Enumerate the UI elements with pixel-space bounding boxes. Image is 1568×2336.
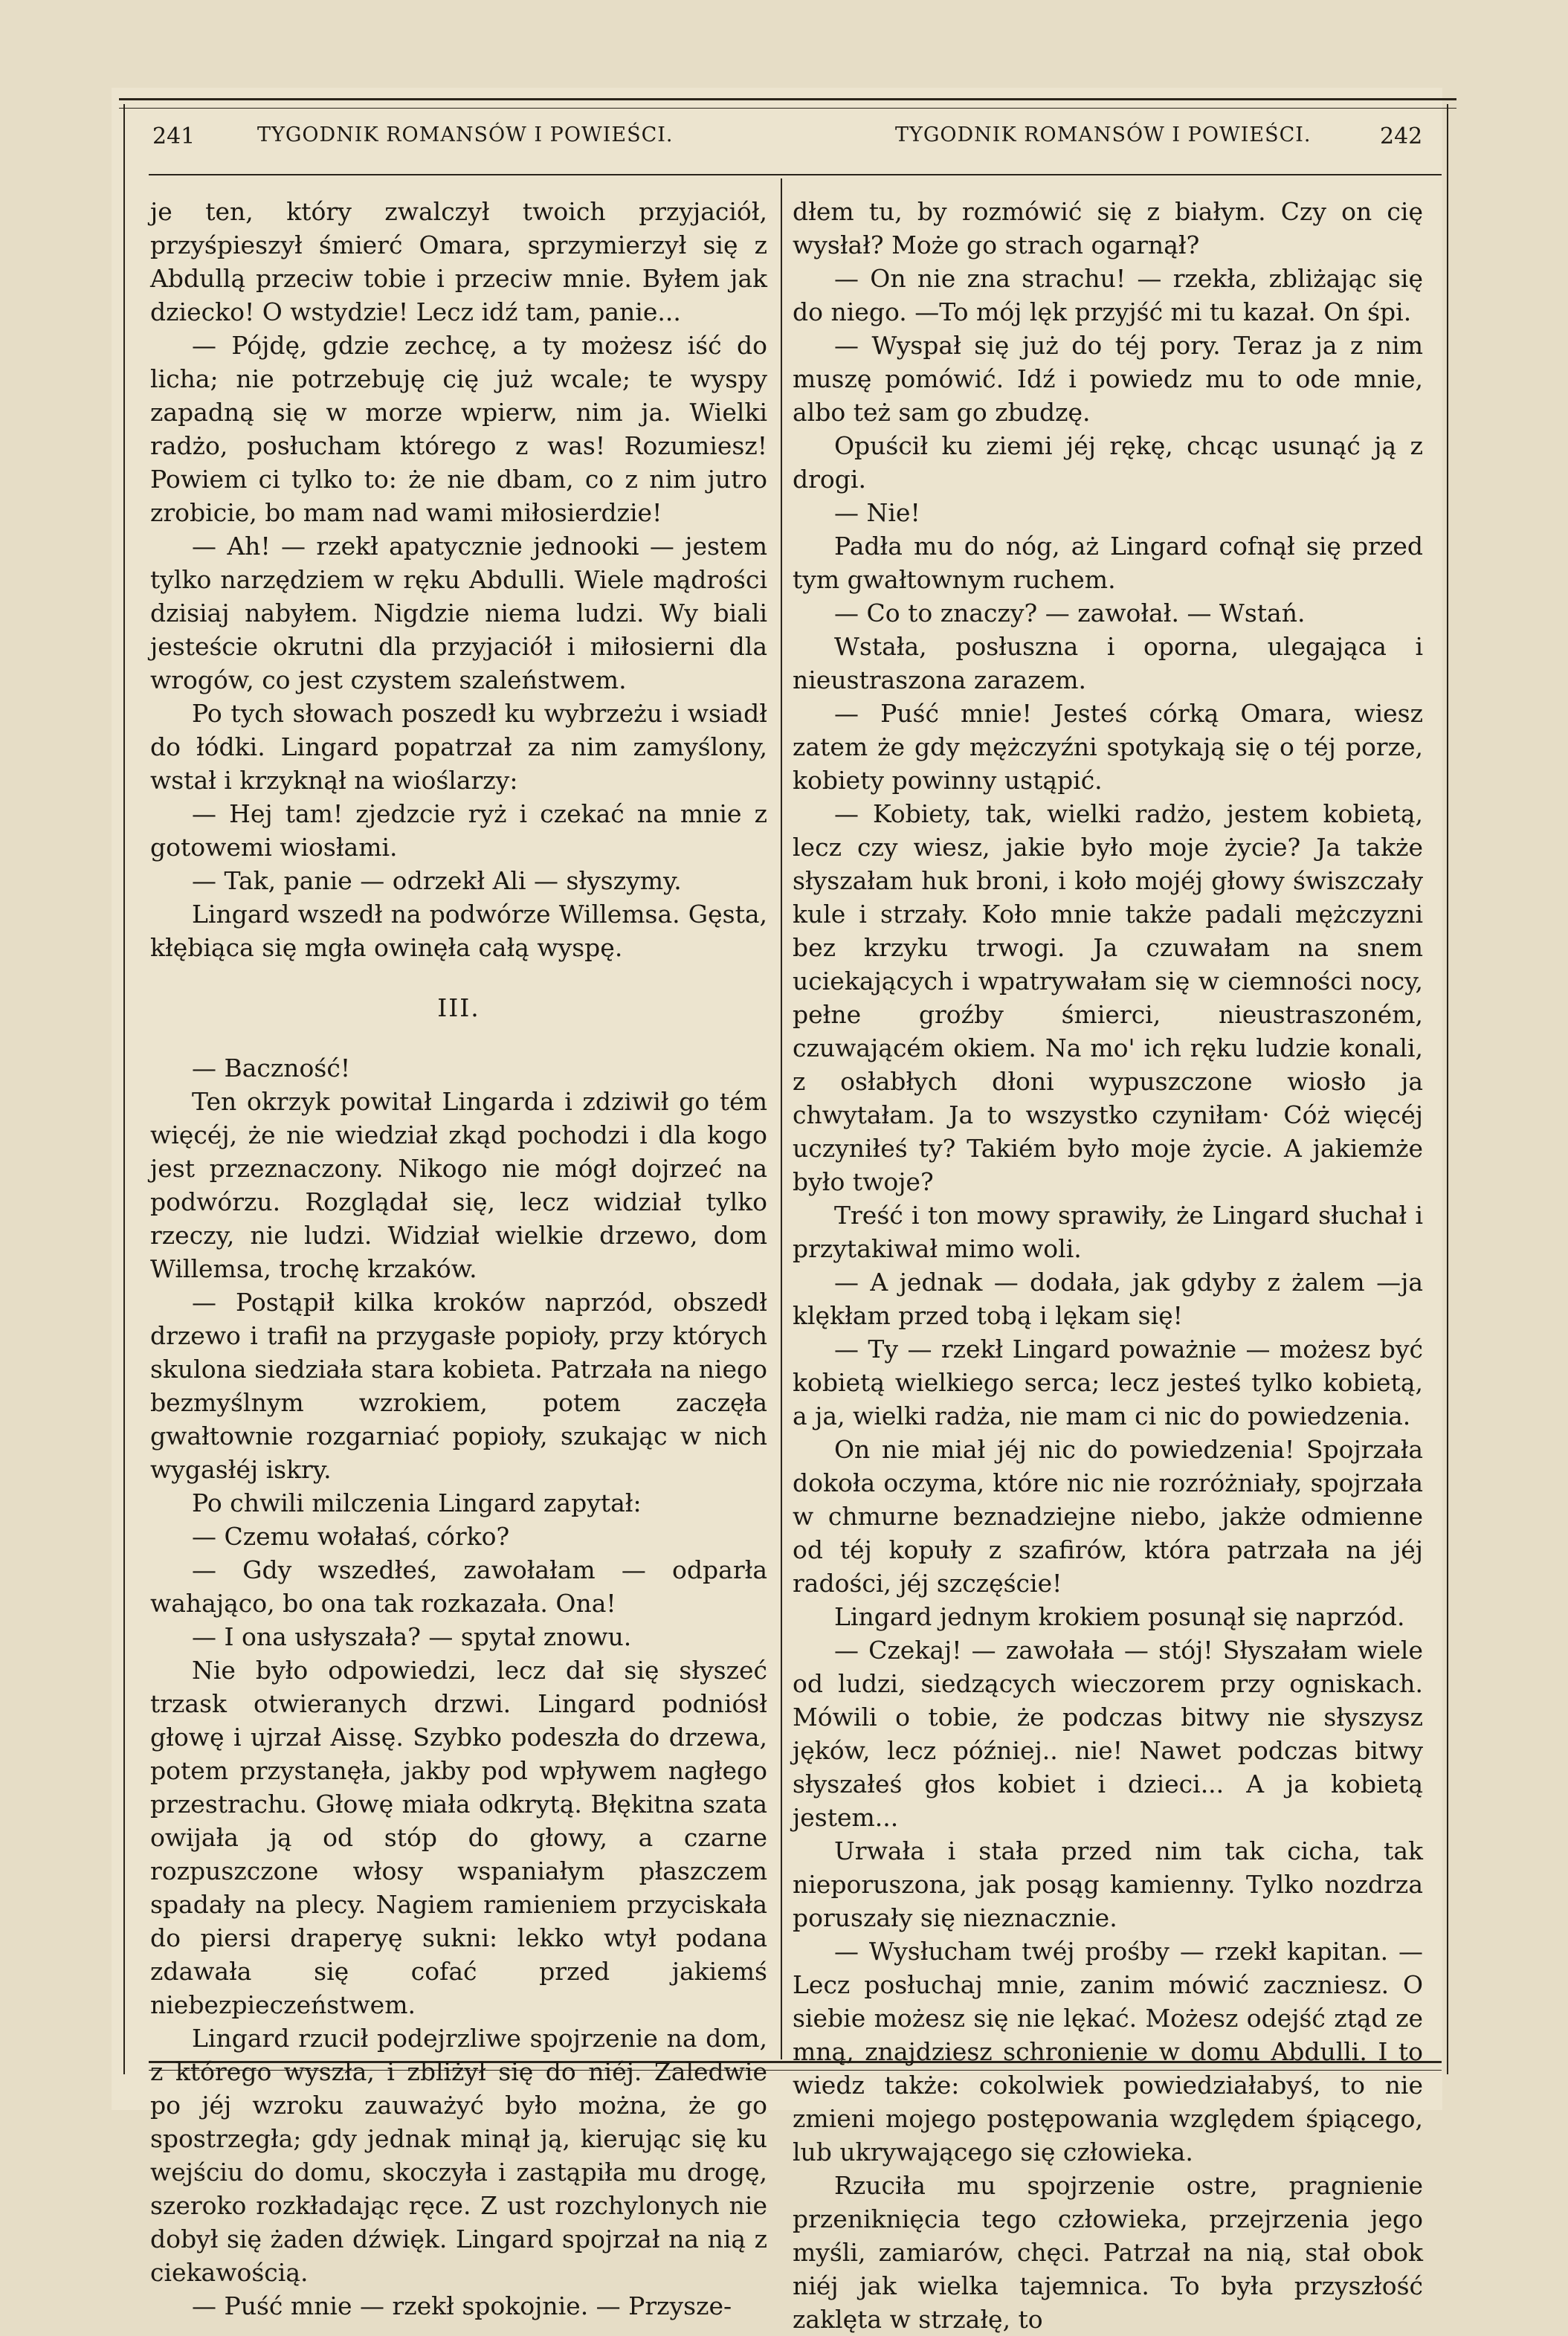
paragraph: — Puść mnie! Jesteś córką Omara, wiesz zatem że gdy mężczyźni spotykają się o téj porze, kobiety powinny ustąpić. [793,699,1423,795]
paragraph: — I ona usłyszała? — spytał znowu. [192,1622,632,1651]
paragraph: — A jednak — dodała, jak gdyby z żalem —ja klękłam przed tobą i lękam się! [793,1268,1423,1330]
paragraph: On nie miał jéj nic do powiedzenia! Spojrzała dokoła oczyma, które nic nie rozróżniały, spojrzała w chmurne beznadziejne niebo, jakże odmienne od téj kopuły z szafirów, która patrzała na jéj radości, jéj szczęście! [793,1435,1423,1598]
paragraph: Urwała i stała przed nim tak cicha, tak nieporuszona, jak posąg kamienny. Tylko nozdrza poruszały się nieznacznie. [793,1836,1423,1932]
paragraph: — Czemu wołałaś, córko? [192,1522,510,1551]
top-border-rule [119,98,1456,100]
paragraph: Padła mu do nóg, aż Lingard cofnął się przed tym gwałtownym ruchem. [793,532,1423,594]
paragraph: Lingard rzucił podejrzliwe spojrzenie na dom, z którego wyszła, i zbliżył się do niéj. Zaledwie po jéj wzroku zauważyć było można, że go spostrzegła; gdy jednak minął ją, kierując się ku wejściu do domu, skoczyła i zastąpiła mu drogę, szeroko rozkładając ręce. Z ust rozchylonych nie dobył się żaden dźwięk. Lingard spojrzał na nią z ciekawością. [150,2024,767,2287]
paragraph: Nie było odpowiedzi, lecz dał się słyszeć trzask otwieranych drzwi. Lingard podniósł głowę i ujrzał Aissę. Szybko podeszła do drzewa, potem przystanęła, jakby pod wpływem nagłego przestrachu. Głowę miała odkrytą. Błękitna szata owijała ją od stóp do głowy, a czarne rozpuszczone włosy wspaniałym płaszczem spadały na plecy. Nagiem ramieniem przyciskała do piersi draperyę sukni: lekko wtył podana zdawała się cofać przed jakiemś niebezpieczeństwem. [150,1656,767,2019]
paragraph: — Kobiety, tak, wielki radżo, jestem kobietą, lecz czy wiesz, jakie było moje życie? Ja także słyszałam huk broni, i koło mojéj głowy świszczały kule i strzały. Koło mnie także padali mężczyzni bez krzyku trwogi. Ja czuwałam na snem uciekających i wpatrywałam się w ciemności nocy, pełne groźby śmierci, nieustraszoném, czuwającém okiem. Na mo' ich ręku ludzie konali, z osłabłych dłoni wypuszczone wiosło ja chwytałam. Ja to wszystko czyniłam· Cóż więcéj uczyniłeś ty? Takiém było moje życie. A jakiemże było twoje? [793,799,1423,1196]
paragraph: Lingard wszedł na podwórze Willemsa. Gęsta, kłębiąca się mgła owinęła całą wyspę. [150,900,767,962]
left-running-title: TYGODNIK ROMANSÓW I POWIEŚCI. [257,123,674,146]
paragraph: Ten okrzyk powitał Lingarda i zdziwił go tém więcéj, że nie wiedział zkąd pochodzi i dla kogo jest przeznaczony. Nikogo nie mógł dojrzeć na podwórzu. Rozglądał się, lecz widział tylko rzeczy, nie ludzi. Widział wielkie drzewo, dom Willemsa, trochę krzaków. [150,1087,767,1283]
paragraph: je ten, który zwalczył twoich przyjaciół, przyśpieszył śmierć Omara, sprzymierzył się z Abdullą przeciw tobie i przeciw mnie. Byłem jak dziecko! O wstydzie! Lecz idź tam, panie... [150,197,767,326]
right-border-line [1447,104,1448,2074]
paragraph: Lingard jednym krokiem posunął się naprzód. [834,1602,1405,1631]
paragraph: Rzuciła mu spojrzenie ostre, pragnienie przeniknięcia tego człowieka, przejrzenia jego myśli, zamiarów, chęci. Patrzał na nią, stał obok niéj jak wielka tajemnica. To była przyszłość zaklęta w strzałę, to [793,2171,1423,2334]
paragraph: — Ty — rzekł Lingard poważnie — możesz być kobietą wielkiego serca; lecz jesteś tylko kobietą, a ja, wielki radża, nie mam ci nic do powiedzenia. [793,1335,1423,1430]
paragraph: — Pójdę, gdzie zechcę, a ty możesz iść do licha; nie potrzebuję cię już wcale; te wyspy zapadną się w morze wpierw, nim ja. Wielki radżo, posłucham którego z was! Rozumiesz! Powiem ci tylko to: że nie dbam, co z nim jutro zrobicie, bo mam nad wami miłosierdzie! [150,331,767,527]
right-page-number: 242 [1380,123,1423,149]
paragraph: — Wyspał się już do téj pory. Teraz ja z nim muszę pomówić. Idź i powiedz mu to ode mnie, albo też sam go zbudzę. [793,331,1423,427]
paragraph: dłem tu, by rozmówić się z białym. Czy on cię wysłał? Może go strach ogarnął? [793,197,1423,259]
paragraph: Treść i ton mowy sprawiły, że Lingard słuchał i przytakiwał mimo woli. [793,1201,1423,1263]
paragraph: — Wysłucham twéj prośby — rzekł kapitan. — Lecz posłuchaj mnie, zanim mówić zaczniesz. O siebie możesz się nie lękać. Możesz odejść ztąd ze mną, znajdziesz schronienie w domu Abdulli. I to wiedz także: cokolwiek powiedziałabyś, to nie zmieni mojego postępowania względem śpiącego, lub ukrywającego się człowieka. [793,1937,1423,2166]
paragraph: Wstała, posłuszna i oporna, ulegająca i nieustraszona zarazem. [793,632,1423,694]
paragraph: Po chwili milczenia Lingard zapytał: [192,1488,642,1517]
paragraph: Opuścił ku ziemi jéj rękę, chcąc usunąć ją z drogi. [793,431,1423,494]
paragraph: — Tak, panie — odrzekł Ali — słyszymy. [192,866,682,895]
left-border-line [123,104,125,2074]
right-column-text [793,195,1423,2336]
right-running-title: TYGODNIK ROMANSÓW I POWIEŚCI. [895,123,1311,146]
paragraph: — Baczność! [192,1054,351,1083]
chapter-heading: III. [437,993,480,1022]
left-column-text [150,195,767,2323]
header-rule [149,174,1442,175]
paragraph: — Puść mnie — rzekł spokojnie. — Przysze- [192,2291,732,2320]
paragraph: — Co to znaczy? — zawołał. — Wstań. [834,598,1306,627]
paragraph: — On nie zna strachu! — rzekła, zbliżając się do niego. —To mój lęk przyjść mi tu kazał. On śpi. [793,264,1423,326]
paragraph: — Gdy wszedłeś, zawołałam — odparła wahająco, bo ona tak rozkazała. Ona! [150,1555,767,1618]
paragraph: — Nie! [834,498,920,527]
left-page-number: 241 [152,123,196,149]
paragraph: — Czekaj! — zawołała — stój! Słyszałam wiele od ludzi, siedzących wieczorem przy ogniskach. Mówili o tobie, że podczas bitwy nie słyszysz jęków, lecz później.. nie! Nawet podczas bitwy słyszałeś głos kobiet i dzieci... A ja kobietą jestem... [793,1636,1423,1832]
paragraph: — Ah! — rzekł apatycznie jednooki — jestem tylko narzędziem w ręku Abdulli. Wiele mądrości dzisiaj nabyłem. Nigdzie niema ludzi. Wy biali jesteście okrutni dla przyjaciół i miłosierni dla wrogów, co jest czystem szaleństwem. [150,532,767,694]
column-divider [781,178,782,2059]
paragraph: — Postąpił kilka kroków naprzód, obszedł drzewo i trafił na przygasłe popioły, przy których skulona siedziała stara kobieta. Patrzała na niego bezmyślnym wzrokiem, potem zaczęła gwałtownie rozgarniać popioły, szukając w nich wygasłéj iskry. [150,1288,767,1484]
top-border-rule-inner [119,108,1456,109]
paragraph: — Hej tam! zjedzcie ryż i czekać na mnie z gotowemi wiosłami. [150,799,767,862]
paragraph: Po tych słowach poszedł ku wybrzeżu i wsiadł do łódki. Lingard popatrzał za nim zamyślony, wstał i krzyknął na wioślarzy: [150,699,767,795]
